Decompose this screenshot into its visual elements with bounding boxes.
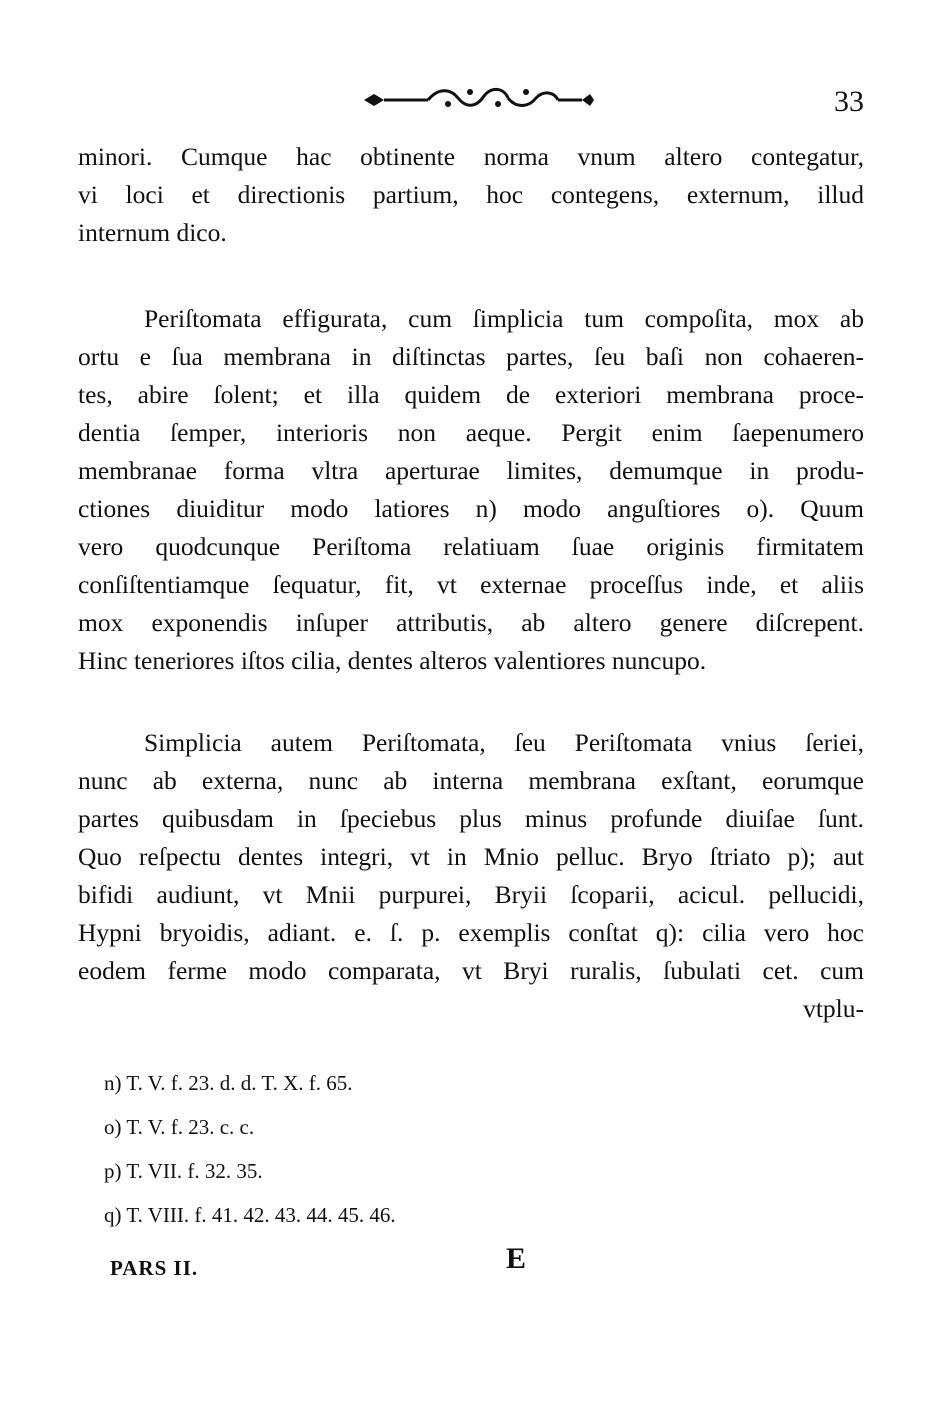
signature-line: PARS II. [110, 1256, 199, 1280]
footnote-o: o) T. V. f. 23. c. c. [104, 1115, 255, 1139]
text-line: dentia ſemper, interioris non aeque. Pergit enim ſaepenumero [78, 418, 864, 447]
text-line: internum dico. [78, 218, 227, 247]
text-line: tes, abire ſolent; et illa quidem de exteriori membrana proce- [78, 380, 864, 409]
text-line: conſiſtentiamque ſequatur, fit, vt externae proceſſus inde, et aliis [78, 570, 864, 599]
text-line: eodem ferme modo comparata, vt Bryi ruralis, ſubulati cet. cum [78, 956, 864, 985]
text-line: partes quibusdam in ſpeciebus plus minus profunde diuiſae ſunt. [78, 804, 864, 833]
page-number: 33 [834, 85, 864, 118]
text-line: mox exponendis inſuper attributis, ab altero genere diſcrepent. [78, 608, 864, 637]
catchword: vtplu- [803, 994, 864, 1023]
text-line: ortu e ſua membrana in diſtinctas partes, ſeu baſi non cohaeren- [78, 342, 864, 371]
header-ornament [358, 80, 598, 120]
text-line: Quo reſpectu dentes integri, vt in Mnio pelluc. Bryo ſtriato p); aut [78, 842, 864, 871]
text-line: minori. Cumque hac obtinente norma vnum altero contegatur, [78, 142, 864, 171]
signature-mark: E [506, 1242, 527, 1275]
text-line: Periſtomata effigurata, cum ſimplicia tum compoſita, mox ab [144, 304, 864, 333]
text-line: ctiones diuiditur modo latiores n) modo anguſtiores o). Quum [78, 494, 864, 523]
text-line: vi loci et directionis partium, hoc contegens, externum, illud [78, 180, 864, 209]
footnote-q: q) T. VIII. f. 41. 42. 43. 44. 45. 46. [104, 1203, 396, 1227]
text-line: Hypni bryoidis, adiant. e. ſ. p. exemplis conſtat q): cilia vero hoc [78, 918, 864, 947]
text-line: nunc ab externa, nunc ab interna membrana exſtant, eorumque [78, 766, 864, 795]
footnote-n: n) T. V. f. 23. d. d. T. X. f. 65. [104, 1071, 353, 1095]
text-line: Simplicia autem Periſtomata, ſeu Periſtomata vnius ſeriei, [144, 728, 864, 757]
footnote-p: p) T. VII. f. 32. 35. [104, 1159, 263, 1183]
text-line: vero quodcunque Periſtoma relatiuam ſuae originis firmitatem [78, 532, 864, 561]
text-line: membranae forma vltra aperturae limites, demumque in produ- [78, 456, 864, 485]
text-line: bifidi audiunt, vt Mnii purpurei, Bryii ſcoparii, acicul. pellucidi, [78, 880, 864, 909]
text-line: Hinc teneriores iſtos cilia, dentes alteros valentiores nuncupo. [78, 646, 707, 675]
